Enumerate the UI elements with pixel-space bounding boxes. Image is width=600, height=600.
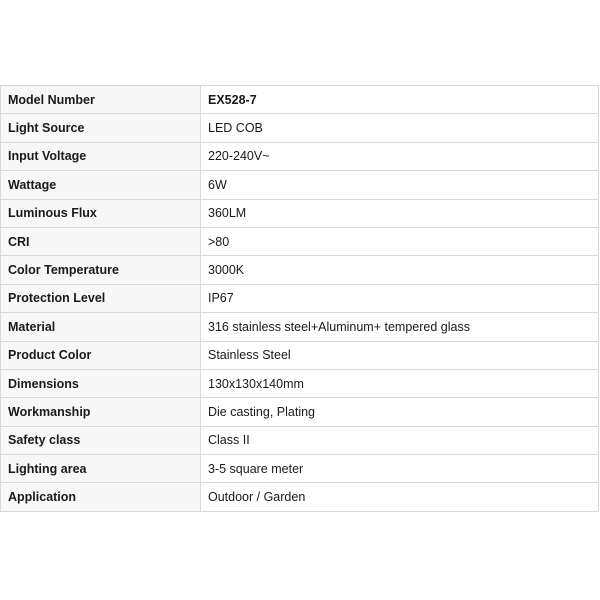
spec-value: IP67 [201, 284, 599, 312]
spec-label: Input Voltage [1, 142, 201, 170]
spec-row-material [1, 313, 599, 341]
spec-row-product-color [1, 341, 599, 369]
spec-label: CRI [1, 227, 201, 255]
spec-table [0, 85, 599, 512]
spec-value: 3000K [201, 256, 599, 284]
spec-value: Class II [201, 426, 599, 454]
spec-label: Protection Level [1, 284, 201, 312]
spec-row-color-temperature [1, 256, 599, 284]
spec-table-body [1, 86, 599, 512]
spec-value: 316 stainless steel+Aluminum+ tempered glass [201, 313, 599, 341]
spec-row-wattage [1, 171, 599, 199]
spec-label: Color Temperature [1, 256, 201, 284]
spec-label: Workmanship [1, 398, 201, 426]
spec-row-light-source [1, 114, 599, 142]
spec-row-application [1, 483, 599, 511]
spec-row-cri [1, 227, 599, 255]
spec-row-lighting-area [1, 455, 599, 483]
spec-value: EX528-7 [201, 86, 599, 114]
spec-value: Stainless Steel [201, 341, 599, 369]
spec-value: 6W [201, 171, 599, 199]
spec-label: Application [1, 483, 201, 511]
spec-value: >80 [201, 227, 599, 255]
spec-label: Luminous Flux [1, 199, 201, 227]
spec-row-input-voltage [1, 142, 599, 170]
spec-label: Lighting area [1, 455, 201, 483]
spec-label: Dimensions [1, 369, 201, 397]
spec-label: Wattage [1, 171, 201, 199]
spec-value: Die casting, Plating [201, 398, 599, 426]
spec-value: Outdoor / Garden [201, 483, 599, 511]
spec-value: 3-5 square meter [201, 455, 599, 483]
spec-label: Product Color [1, 341, 201, 369]
spec-label: Light Source [1, 114, 201, 142]
spec-row-safety-class [1, 426, 599, 454]
spec-label: Model Number [1, 86, 201, 114]
spec-row-dimensions [1, 369, 599, 397]
spec-row-workmanship [1, 398, 599, 426]
spec-value: LED COB [201, 114, 599, 142]
spec-value: 360LM [201, 199, 599, 227]
spec-label: Safety class [1, 426, 201, 454]
spec-row-model-number [1, 86, 599, 114]
spec-value: 220-240V~ [201, 142, 599, 170]
spec-label: Material [1, 313, 201, 341]
spec-row-luminous-flux [1, 199, 599, 227]
spec-row-protection-level [1, 284, 599, 312]
spec-value: 130x130x140mm [201, 369, 599, 397]
